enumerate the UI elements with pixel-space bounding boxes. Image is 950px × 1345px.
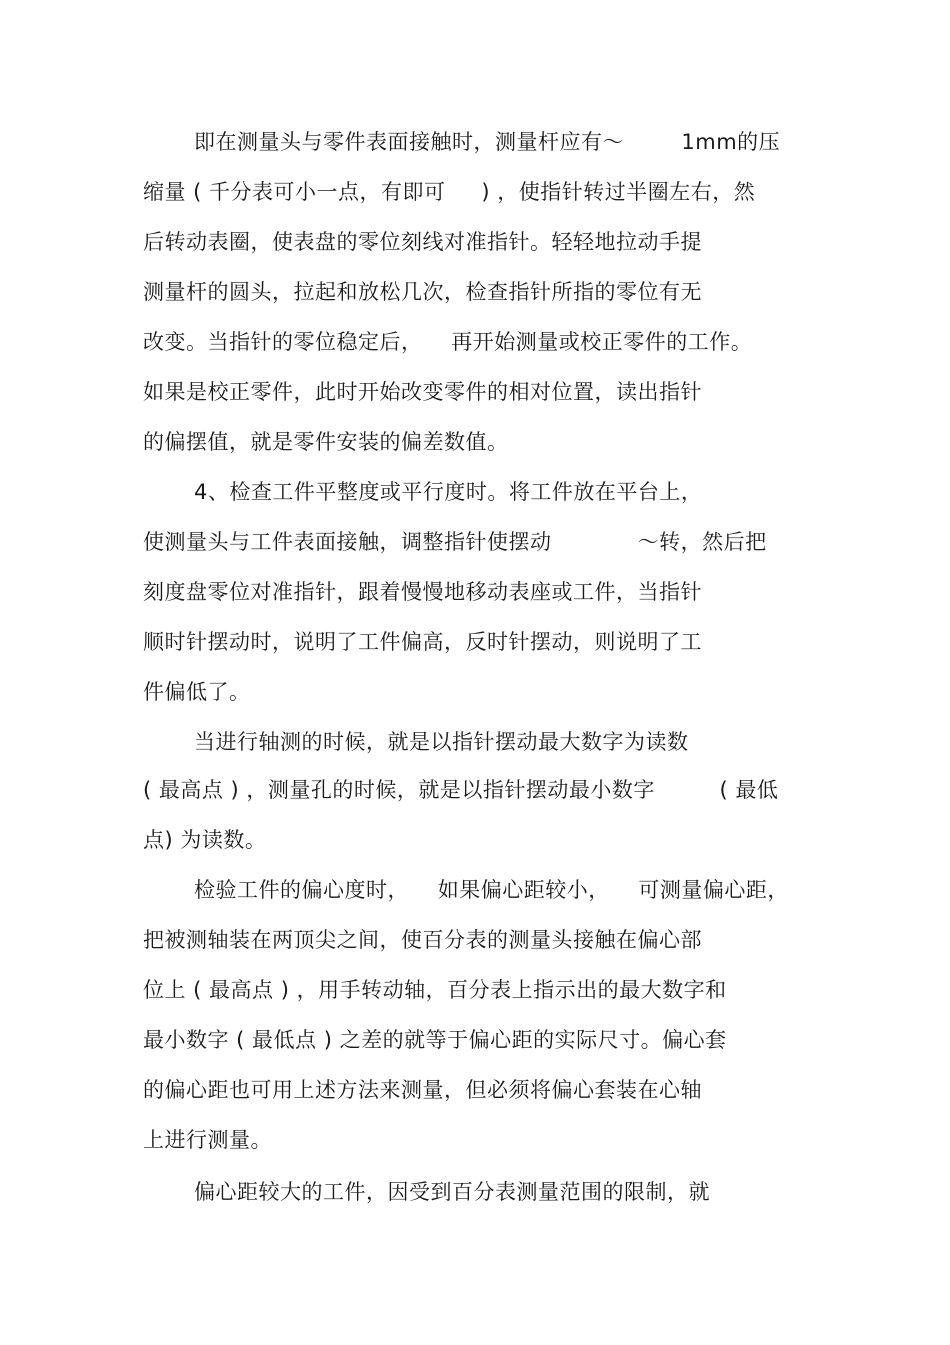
text-line: 上进行测量。 [143,1128,272,1152]
text-line: 测量杆的圆头，拉起和放松几次，检查指针所指的零位有无 [143,280,702,304]
text-line: 把被测轴装在两顶尖之间，使百分表的测量头接触在偏心部 [143,928,702,952]
text-line: 后转动表圈，使表盘的零位刻线对准指针。轻轻地拉动手提 [143,230,702,254]
text-line: 即在测量头与零件表面接触时，测量杆应有～ 1mm的压 [194,130,781,154]
text-line: 刻度盘零位对准指针，跟着慢慢地移动表座或工件，当指针 [143,580,702,604]
text-line: 检验工件的偏心度时， 如果偏心距较小， 可测量偏心距， [194,878,789,902]
text-line: 点) 为读数。 [143,828,267,852]
text-line: 最小数字 ( 最低点 ) 之差的就等于偏心距的实际尺寸。偏心套 [143,1028,727,1052]
text-line: 位上 ( 最高点 ) ，用手转动轴，百分表上指示出的最大数字和 [143,978,727,1002]
text-line: 4、检查工件平整度或平行度时。将工件放在平台上， [194,480,703,504]
text-line: 偏心距较大的工件，因受到百分表测量范围的限制，就 [194,1180,710,1204]
text-line: 如果是校正零件，此时开始改变零件的相对位置，读出指针 [143,380,702,404]
text-line: 顺时针摆动时，说明了工件偏高，反时针摆动，则说明了工 [143,630,702,654]
text-line: 缩量 ( 千分表可小一点，有即可 ) ，使指针转过半圈左右，然 [143,180,756,204]
text-line: 件偏低了。 [143,680,251,704]
text-line: 改变。当指针的零位稳定后， 再开始测量或校正零件的工作。 [143,330,753,354]
text-line: 当进行轴测的时候，就是以指针摆动最大数字为读数 [194,730,689,754]
text-line: ( 最高点 ) ，测量孔的时候，就是以指针摆动最小数字 ( 最低 [143,778,779,802]
text-line: 使测量头与工件表面接触，调整指针使摆动 ～转，然后把 [143,530,767,554]
text-line: 的偏心距也可用上述方法来测量，但必须将偏心套装在心轴 [143,1078,702,1102]
text-line: 的偏摆值，就是零件安装的偏差数值。 [143,430,509,454]
